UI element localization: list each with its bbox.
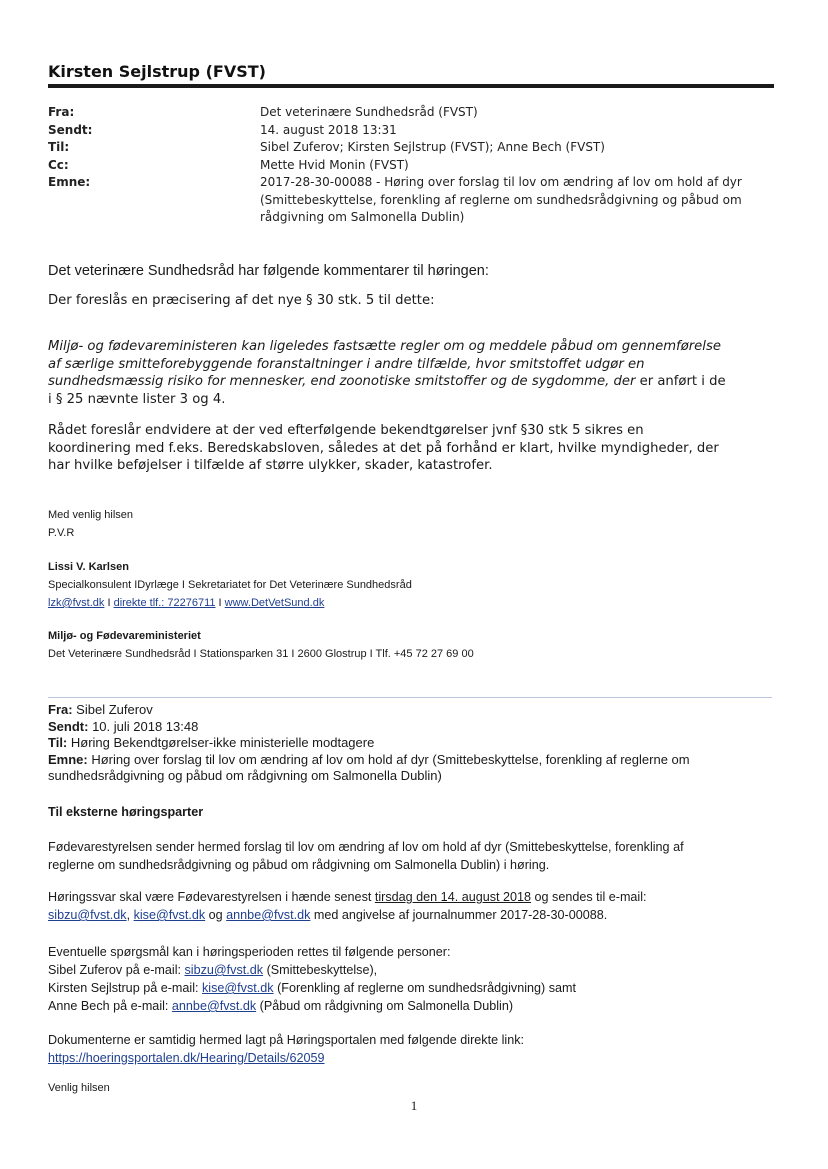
fwd-p1-line-1: Fødevarestyrelsen sender hermed forslag til lov om ændring af lov om hold af dyr (Smittebeskyttelse, forenkling af	[48, 840, 684, 854]
signature-web-link[interactable]: www.DetVetSund.dk	[224, 597, 325, 609]
intro-text: Det veterinære Sundhedsråd har følgende kommentarer til høringen:	[48, 263, 489, 279]
signature-greeting	[48, 506, 133, 542]
fwd-paragraph-3	[48, 943, 772, 1015]
fwd-to-value: Høring Bekendtgørelser-ikke ministerielle modtagere	[67, 735, 375, 750]
hoeringsportal-link[interactable]: https://hoeringsportalen.dk/Hearing/Details/62059	[48, 1051, 325, 1065]
fwd-p2-a: Høringssvar skal være Fødevarestyrelsen i hænde senest	[48, 890, 375, 904]
meta-subject-value	[260, 174, 774, 227]
meta-sent-value: 14. august 2018 13:31	[260, 122, 397, 137]
meta-to-value: Sibel Zuferov; Kirsten Sejlstrup (FVST); Anne Bech (FVST)	[260, 140, 605, 154]
p2-line-4: i § 25 nævnte lister 3 og 4.	[48, 391, 226, 407]
meta-subject-row	[48, 174, 774, 227]
fwd-p4-line-1: Dokumenterne er samtidig hermed lagt på Høringsportalen med følgende direkte link:	[48, 1033, 524, 1047]
p3-line-3: har hvilke beføjelser i tilfælde af større ulykker, skader, katastrofer.	[48, 458, 493, 473]
signature-sep-1: I	[104, 597, 114, 609]
meta-cc-label: Cc:	[48, 157, 69, 172]
p3-line-2: koordinering med f.eks. Beredskabsloven, således at det på forhånd er klart, hvilke myndigheder, der	[48, 440, 719, 456]
fwd-deadline: tirsdag den 14. august 2018	[374, 890, 532, 904]
fwd-p2-b: og sendes til e-mail:	[531, 890, 647, 904]
email-sibzu-link[interactable]: sibzu@fvst.dk	[48, 908, 127, 922]
fwd-from-label: Fra:	[48, 702, 73, 717]
fwd-paragraph-1	[48, 838, 772, 874]
signature-phone-link[interactable]: direkte tlf.: 72276711	[113, 597, 216, 609]
email-meta	[48, 104, 774, 227]
header-rule	[48, 84, 774, 88]
contact-sibzu-link[interactable]: sibzu@fvst.dk	[184, 963, 264, 977]
meta-cc-value: Mette Hvid Monin (FVST)	[260, 157, 409, 172]
ministry-name: Miljø- og Fødevareministeriet	[48, 630, 201, 642]
email-kise-link[interactable]: kise@fvst.dk	[133, 908, 206, 922]
page-number: 1	[410, 1098, 418, 1113]
fwd-p3-sibel-note: (Smittebeskyttelse),	[263, 963, 378, 977]
fwd-p3-sibel: Sibel Zuferov på e-mail:	[48, 963, 185, 977]
forwarded-meta	[48, 702, 772, 785]
meta-from-row	[48, 104, 774, 122]
contact-kise-link[interactable]: kise@fvst.dk	[202, 981, 274, 995]
fwd-p2-c: med angivelse af journalnummer 2017-28-30-00088.	[310, 908, 608, 922]
meta-to-label: Til:	[48, 140, 70, 154]
email-annbe-link[interactable]: annbe@fvst.dk	[226, 908, 311, 922]
fwd-p3-anne-note: (Påbud om rådgivning om Salmonella Dublin)	[256, 999, 514, 1013]
fwd-subject-line-1: Høring over forslag til lov om ændring af lov om hold af dyr (Smittebeskyttelse, forenkling af reglerne om	[87, 751, 690, 767]
meta-from-value: Det veterinære Sundhedsråd (FVST)	[260, 105, 478, 119]
fwd-subject-line-2: sundhedsrådgivning og påbud om rådgivning om Salmonella Dublin)	[48, 768, 442, 783]
fwd-p3-line-1: Eventuelle spørgsmål kan i høringsperioden rettes til følgende personer:	[48, 945, 451, 959]
fwd-sent-label: Sendt:	[48, 718, 89, 734]
meta-sent-row	[48, 122, 774, 140]
paragraph-3	[48, 422, 770, 475]
meta-to-row	[48, 139, 774, 157]
paragraph-1: Der foreslås en præcisering af det nye § 30 stk. 5 til dette:	[48, 293, 435, 308]
paragraph-2	[48, 338, 770, 408]
greeting: Med venlig hilsen	[48, 509, 133, 521]
fwd-closing: Venlig hilsen	[48, 1082, 110, 1094]
meta-subject-line-3: rådgivning om Salmonella Dublin)	[260, 210, 465, 224]
fwd-paragraph-2	[48, 888, 772, 924]
contact-annbe-link[interactable]: annbe@fvst.dk	[171, 999, 257, 1013]
fwd-sent-value: 10. juli 2018 13:48	[88, 718, 199, 734]
meta-cc-row	[48, 157, 774, 175]
fwd-from-value: Sibel Zuferov	[72, 702, 153, 717]
pvr: P.V.R	[48, 527, 75, 539]
fwd-heading: Til eksterne høringsparter	[48, 805, 204, 819]
meta-subject-label: Emne:	[48, 175, 91, 189]
signature-sep-2: I	[215, 597, 225, 609]
meta-subject-line-2: (Smittebeskyttelse, forenkling af reglerne om sundhedsrådgivning og påbud om	[260, 192, 742, 207]
meta-subject-line-1: 2017-28-30-00088 - Høring over forslag til lov om ændring af lov om hold af dyr	[260, 175, 742, 189]
fwd-p3-anne: Anne Bech på e-mail:	[48, 999, 172, 1013]
fwd-p1-line-2: reglerne om sundhedsrådgivning og påbud om rådgivning om Salmonella Dublin) i høring.	[48, 858, 550, 872]
fwd-og: og	[205, 908, 227, 922]
fwd-p3-kirsten: Kirsten Sejlstrup på e-mail:	[48, 981, 202, 995]
fwd-to-label: Til:	[48, 735, 68, 750]
signature-email-link[interactable]: lzk@fvst.dk	[48, 597, 105, 609]
signature-name: Lissi V. Karlsen	[48, 561, 129, 573]
fwd-paragraph-4	[48, 1031, 772, 1067]
p2-line-3-rest: er anført i de	[635, 374, 726, 389]
p3-line-1: Rådet foreslår endvidere at der ved efterfølgende bekendtgørelser jvnf §30 stk 5 sikres en	[48, 423, 644, 438]
p2-line-3-italic: sundhedsmæssig risiko for mennesker, end zoonotiske smitstoffer og de sygdomme, der	[48, 374, 636, 389]
signature-title: Specialkonsulent IDyrlæge I Sekretariatet for Det Veterinære Sundhedsråd	[48, 579, 412, 591]
header-name: Kirsten Sejlstrup (FVST)	[48, 62, 266, 81]
meta-from-label: Fra:	[48, 105, 75, 119]
fwd-p3-kirsten-note: (Forenkling af reglerne om sundhedsrådgivning) samt	[273, 981, 576, 995]
signature-block	[48, 558, 412, 612]
fwd-comma: ,	[126, 908, 134, 922]
fwd-subject-label: Emne:	[48, 751, 88, 767]
p2-line-2: af særlige smitteforebyggende foranstaltninger i andre tilfælde, hvor smitstoffet udgør en	[48, 356, 645, 372]
meta-sent-label: Sendt:	[48, 122, 93, 137]
p2-line-1: Miljø- og fødevareministeren kan ligeledes fastsætte regler om og meddele påbud om gennemførelse	[48, 339, 721, 354]
ministry-address: Det Veterinære Sundhedsråd I Stationsparken 31 I 2600 Glostrup I Tlf. +45 72 27 69 00	[48, 648, 474, 660]
ministry-block	[48, 627, 474, 663]
forward-separator	[48, 697, 772, 698]
